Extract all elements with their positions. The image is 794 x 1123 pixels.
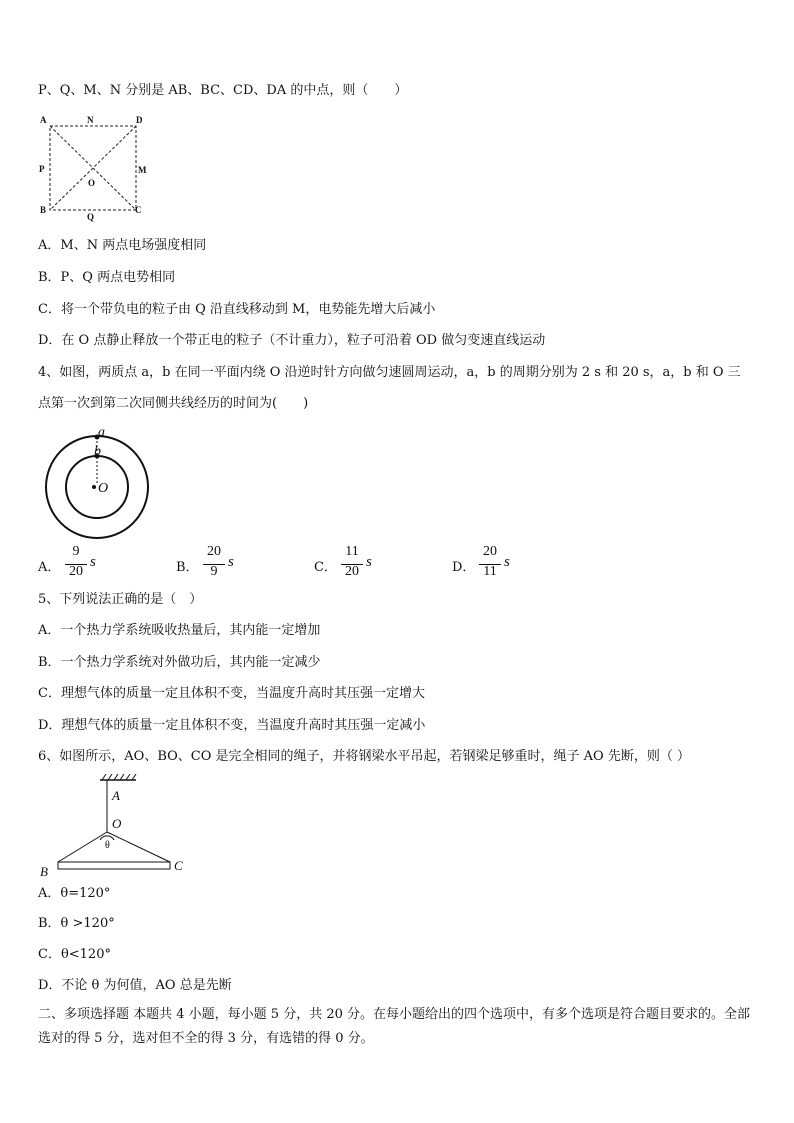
q6-stem: 6、如图所示，AO、BO、CO 是完全相同的绳子，并将钢梁水平吊起，若钢梁足够重时，绳子 AO 先断，则（ ）	[38, 749, 690, 764]
section2-instructions: 二、多项选择题 本题共 4 小题，每小题 5 分，共 20 分。在每小题给出的四个选项中，有多个选项是符合题目要求的。全部选对的得 5 分，选对但不全的得 3 分，有选错的得 0 分。	[38, 1007, 751, 1046]
label-p: P	[39, 164, 45, 174]
unit: s	[366, 554, 372, 570]
label-a: A	[40, 115, 47, 125]
choice-label: A．	[38, 560, 61, 575]
label-n: N	[87, 115, 94, 125]
unit: s	[504, 554, 510, 570]
q5-option-a: A．一个热力学系统吸收热量后，其内能一定增加	[38, 623, 321, 638]
label-b-point: b	[94, 444, 101, 459]
label-c: C	[135, 205, 142, 215]
q3-option-d: D．在 O 点静止释放一个带正电的粒子（不计重力），粒子可沿着 OD 做匀变速直线运动	[38, 333, 546, 348]
q6-beam-diagram	[36, 774, 192, 880]
choice-label: C．	[314, 560, 337, 575]
q5-stem: 5、下列说法正确的是（ ）	[38, 592, 203, 607]
label-q: Q	[87, 212, 95, 222]
label-c-end: C	[174, 858, 183, 873]
unit: s	[90, 554, 96, 570]
unit: s	[228, 554, 234, 570]
q4-stem-line1: 4、如图，两质点 a，b 在同一平面内绕 O 沿逆时针方向做匀速圆周运动，a，b 的周期分别为 2 s 和 20 s，a，b 和 O 三	[38, 365, 741, 380]
choice-label: B．	[176, 560, 199, 575]
label-theta: θ	[105, 840, 110, 851]
q5-option-b: B．一个热力学系统对外做功后，其内能一定减少	[38, 655, 321, 670]
q5-option-d: D．理想气体的质量一定且体积不变，当温度升高时其压强一定减小	[38, 718, 426, 733]
label-o-knot: O	[112, 816, 122, 831]
denominator: 9	[210, 564, 218, 579]
label-o-center: O	[98, 481, 109, 496]
q6-option-a: A．θ=120°	[38, 886, 111, 901]
q4-stem-line2: 点第一次到第二次同侧共线经历的时间为( )	[38, 396, 309, 411]
label-b-end: B	[40, 864, 48, 879]
label-b: B	[40, 205, 47, 215]
denominator: 20	[345, 564, 359, 579]
q4-circles-diagram	[36, 425, 160, 541]
numerator: 11	[345, 544, 359, 559]
q3-option-c: C．将一个带负电的粒子由 Q 沿直线移动到 M，电势能先增大后减小	[38, 302, 436, 317]
q5-option-c: C．理想气体的质量一定且体积不变，当温度升高时其压强一定增大	[38, 686, 425, 701]
q3-option-a: A．M、N 两点电场强度相同	[38, 238, 207, 253]
label-a-rope: A	[112, 788, 120, 803]
denominator: 11	[483, 564, 497, 579]
numerator: 9	[72, 544, 80, 559]
numerator: 20	[483, 544, 497, 559]
q3-option-b: B．P、Q 两点电势相同	[38, 270, 176, 285]
label-o: O	[88, 178, 96, 188]
numerator: 20	[207, 544, 221, 559]
label-m: M	[138, 165, 147, 175]
q6-option-d: D．不论 θ 为何值，AO 总是先断	[38, 978, 232, 993]
label-a-point: a	[98, 425, 105, 440]
denominator: 20	[69, 564, 83, 579]
q6-option-c: C．θ<120°	[38, 947, 111, 962]
q6-option-b: B．θ >120°	[38, 916, 115, 931]
q3-stem: P、Q、M、N 分别是 AB、BC、CD、DA 的中点，则（ ）	[38, 83, 408, 98]
q3-square-diagram	[36, 112, 152, 224]
label-d: D	[136, 115, 143, 125]
choice-label: D．	[452, 560, 476, 575]
